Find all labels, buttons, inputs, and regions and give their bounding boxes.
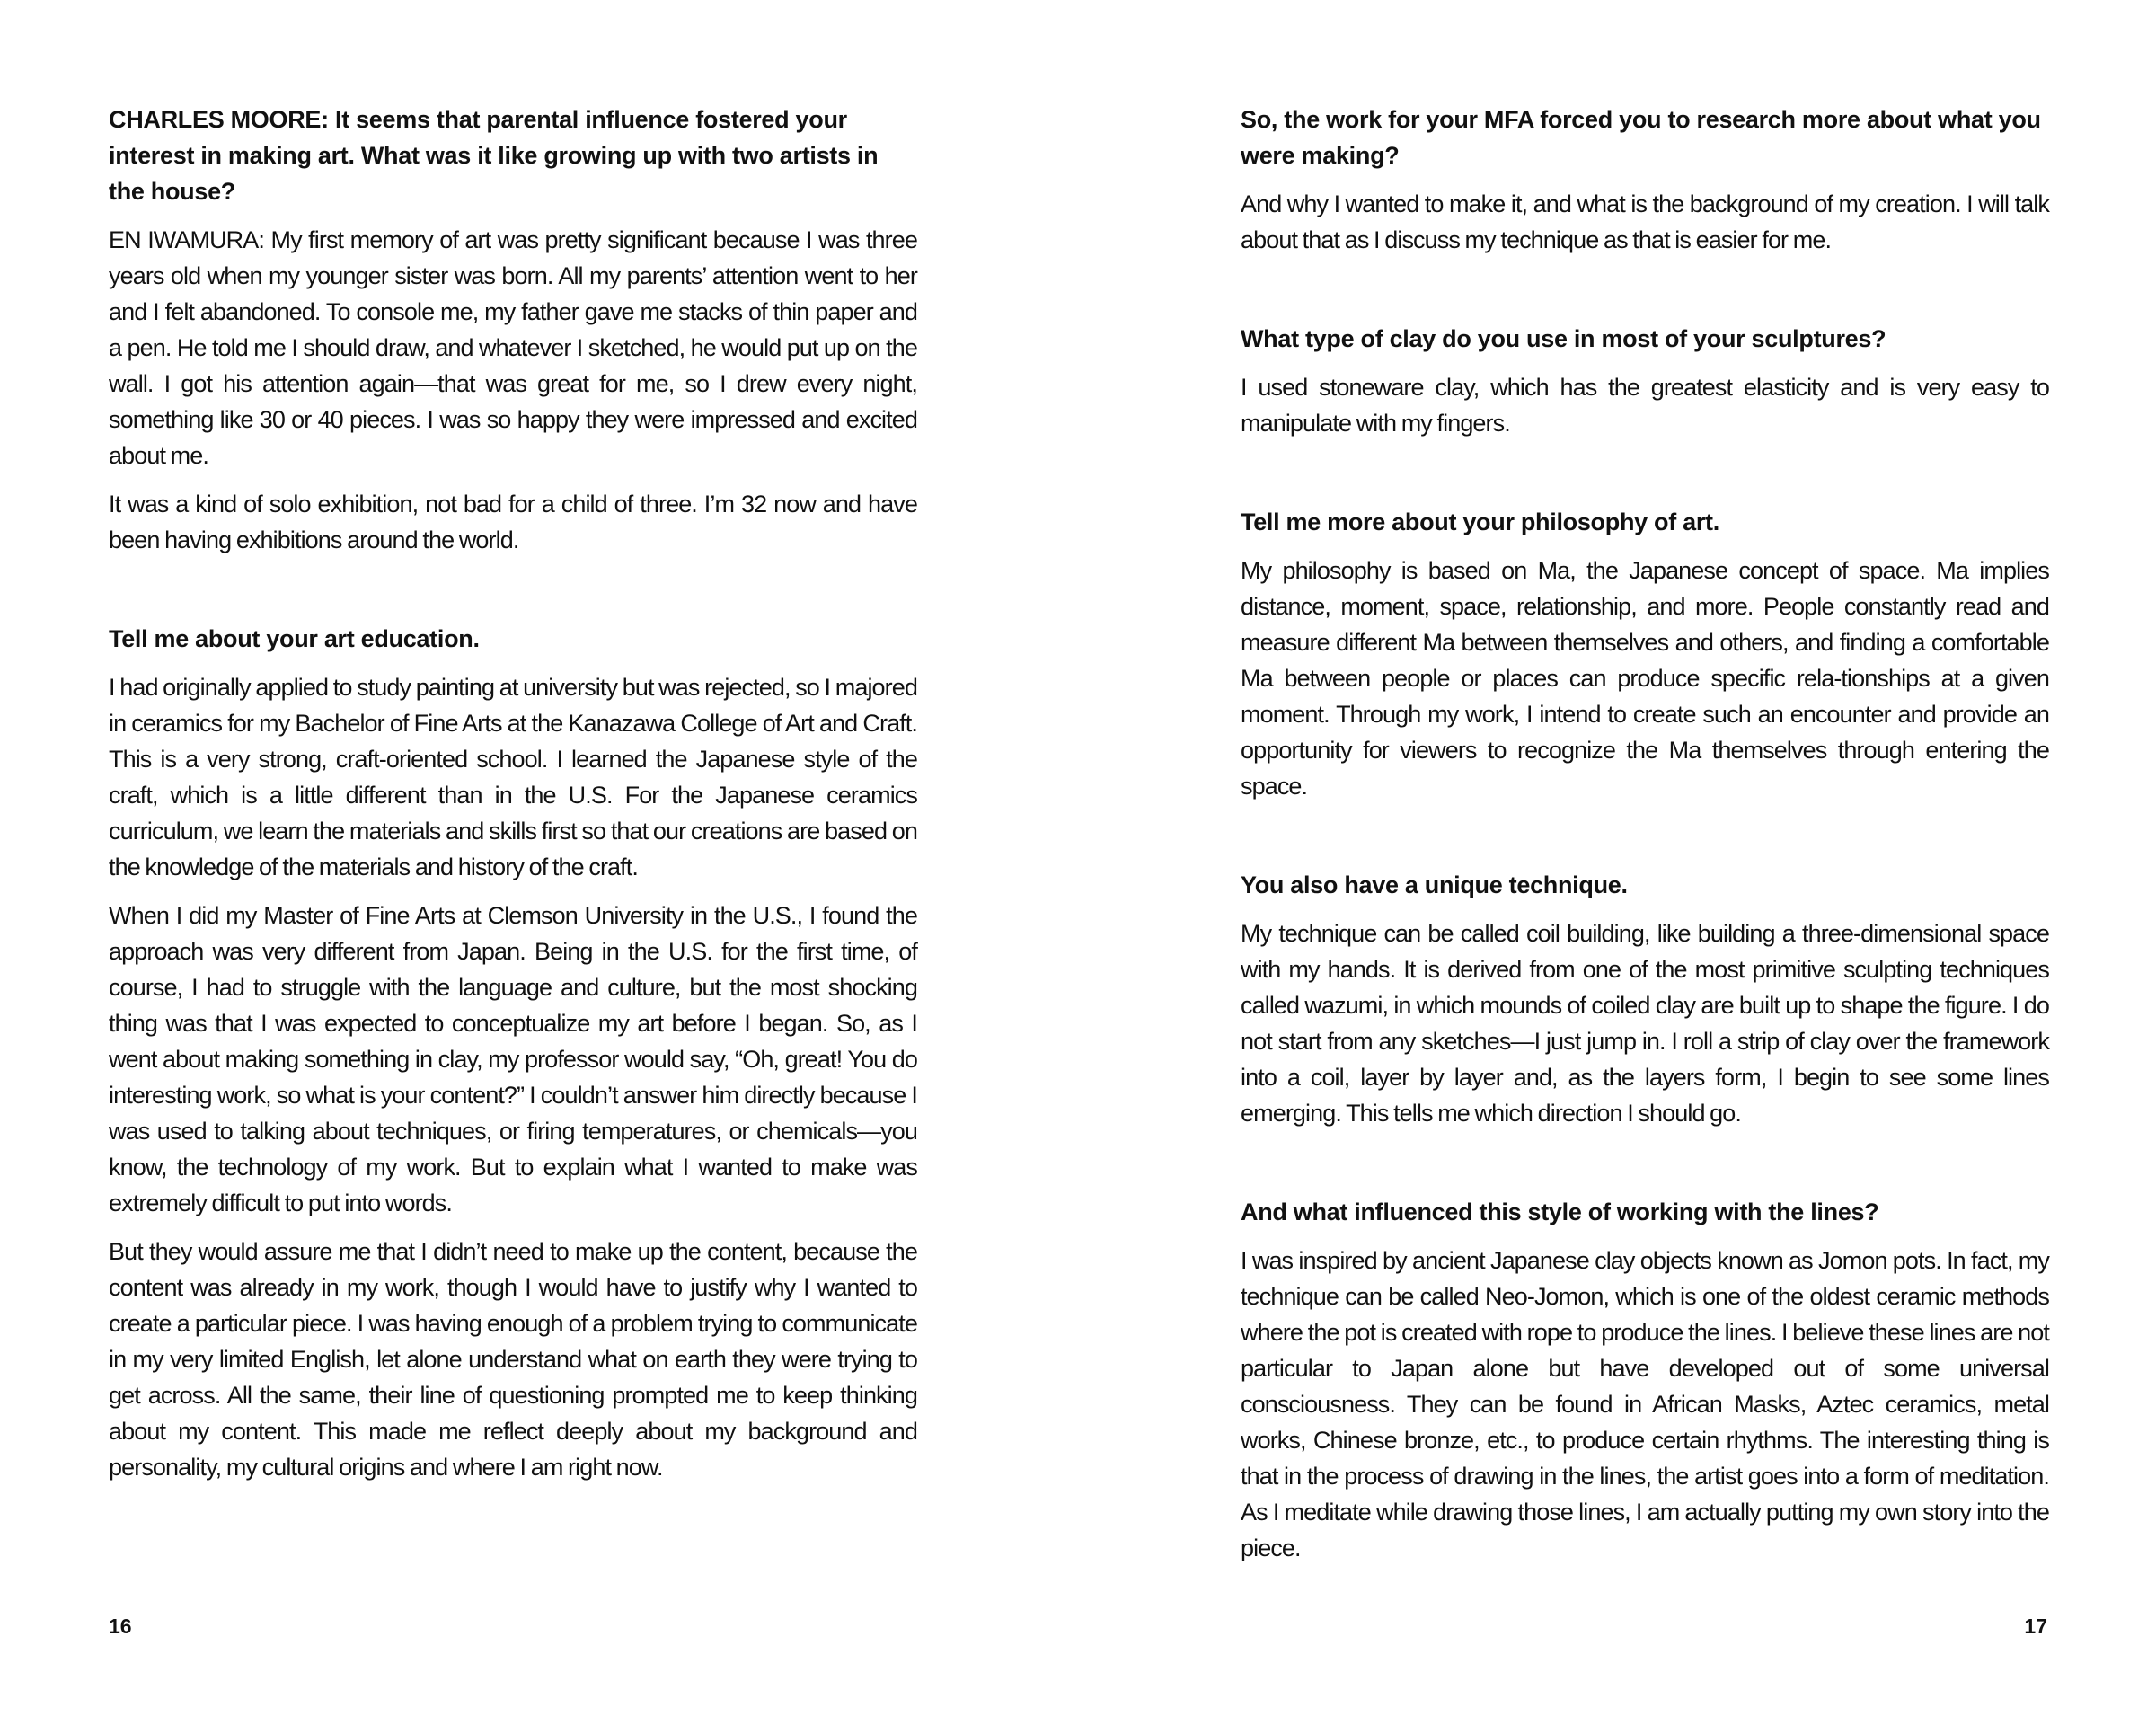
interview-answer: I used stoneware clay, which has the greatest elasticity and is very easy to manipulate with my fingers. (1241, 374, 2049, 437)
interview-answer: EN IWAMURA: My first memory of art was pretty significant because I was three years old when my younger sister was born. All my parents’ attention went to her and I felt abandoned. To console me, my father gave me stacks of thin paper and a pen. He told me I should draw, and whatever I sketched, he would put up on the wall. I got his attention again—that was great for me, so I drew every night, something like 30 or 40 pieces. I was so happy they were impressed and excited about me. (109, 226, 917, 469)
interview-question: CHARLES MOORE: It seems that parental influence fostered your interest in making art. What was it like growing up with two artists in the house? (109, 106, 879, 205)
interview-question: What type of clay do you use in most of your sculptures? (1241, 325, 1886, 352)
page-number: 16 (109, 1614, 132, 1638)
interview-section (1241, 321, 2049, 441)
interview-section (1241, 504, 2049, 804)
interview-question: Tell me about your art education. (109, 625, 480, 652)
right-page-column (1241, 102, 2049, 1579)
interview-section (109, 621, 917, 1485)
interview-section (1241, 102, 2049, 258)
interview-section (109, 102, 917, 558)
interview-question: You also have a unique technique. (1241, 871, 1628, 898)
interview-answer: But they would assure me that I didn’t need to make up the content, because the content was already in my work, though I would have to justify why I wanted to create a particular piece. I was having enough of a problem trying to communicate in my very limited English, let alone understand what on earth they were trying to get across. All the same, their line of questioning prompted me to keep thinking about my content. This made me reflect deeply about my background and personality, my cultural origins and where I am right now. (109, 1238, 917, 1481)
interview-answer: I was inspired by ancient Japanese clay objects known as Jomon pots. In fact, my technique can be called Neo-Jomon, which is one of the oldest ceramic methods where the pot is created with rope to produce the lines. I believe these lines are not particular to Japan alone but have developed out of some universal consciousness. They can be found in African Masks, Aztec ceramics, metal works, Chinese bronze, etc., to produce certain rhythms. The interesting thing is that in the process of drawing in the lines, the artist goes into a form of meditation. As I meditate while drawing those lines, I am actually putting my own story into the piece. (1241, 1247, 2049, 1561)
interview-section (1241, 1194, 2049, 1566)
interview-answer: And why I wanted to make it, and what is the background of my creation. I will talk about that as I discuss my technique as that is easier for me. (1241, 190, 2049, 253)
interview-question: And what influenced this style of working with the lines? (1241, 1199, 1879, 1225)
interview-answer: When I did my Master of Fine Arts at Clemson University in the U.S., I found the approach was very different from Japan. Being in the U.S. for the first time, of course, I had to struggle with the language and culture, but the most shocking thing was that I was expected to conceptualize my art before I began. So, as I went about making something in clay, my professor would say, “Oh, great! You do interesting work, so what is your content?” I couldn’t answer him directly because I was used to talking about techniques, or firing temperatures, or chemicals—you know, the technology of my work. But to explain what I wanted to make was extremely difficult to put into words. (109, 902, 917, 1216)
right-page (1078, 0, 2156, 1725)
interview-answer: My technique can be called coil building, like building a three-dimensional space with my hands. It is derived from one of the most primitive sculpting techniques called wazumi, in which mounds of coiled clay are built up to shape the figure. I do not start from any sketches—I just jump in. I roll a strip of clay over the framework into a coil, layer by layer and, as the layers form, I begin to see some lines emerging. This tells me which direction I should go. (1241, 920, 2049, 1127)
interview-question: So, the work for your MFA forced you to research more about what you were making? (1241, 106, 2041, 169)
page-number: 17 (2024, 1614, 2047, 1638)
left-page-column (109, 102, 917, 1498)
interview-question: Tell me more about your philosophy of art. (1241, 509, 1719, 535)
interview-answer: My philosophy is based on Ma, the Japanese concept of space. Ma implies distance, moment, space, relationship, and more. People constantly read and measure different Ma between themselves and others, and finding a comfortable Ma between people or places can produce specific rela-tionships at a given moment. Through my work, I intend to create such an encounter and provide an opportunity for viewers to recognize the Ma themselves through entering the space. (1241, 557, 2049, 800)
interview-answer: It was a kind of solo exhibition, not bad for a child of three. I’m 32 now and have been having exhibitions around the world. (109, 491, 917, 553)
interview-section (1241, 867, 2049, 1131)
interview-answer: I had originally applied to study painting at university but was rejected, so I majored in ceramics for my Bachelor of Fine Arts at the Kanazawa College of Art and Craft. This is a very strong, craft-oriented school. I learned the Japanese style of the craft, which is a little different than in the U.S. For the Japanese ceramics curriculum, we learn the materials and skills first so that our creations are based on the knowledge of the materials and history of the craft. (109, 674, 917, 880)
